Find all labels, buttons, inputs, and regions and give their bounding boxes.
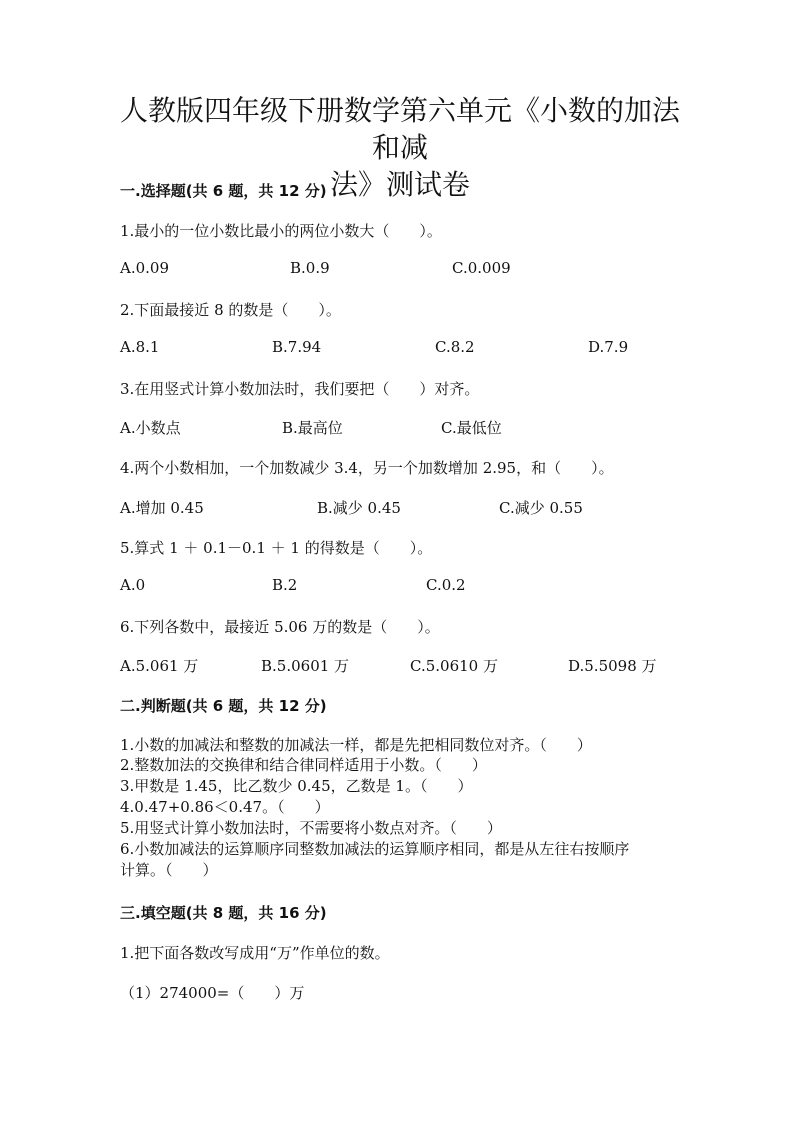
- option-b[interactable]: B.0.9: [290, 259, 330, 277]
- option-c[interactable]: C.0.009: [452, 259, 511, 277]
- judgement-item: 3.甲数是 1.45，比乙数少 0.45，乙数是 1。（ ）: [120, 777, 473, 795]
- option-a[interactable]: A.小数点: [120, 419, 181, 437]
- option-c[interactable]: C.最低位: [441, 419, 502, 437]
- title-line-2: 法》测试卷: [329, 168, 470, 201]
- option-a[interactable]: A.增加 0.45: [120, 499, 204, 517]
- answer-options: [120, 497, 700, 519]
- answer-options: [120, 655, 700, 677]
- option-a[interactable]: A.5.061 万: [120, 657, 199, 675]
- question-stem: 6.下列各数中，最接近 5.06 万的数是（ ）。: [120, 618, 440, 636]
- option-a[interactable]: A.0.09: [120, 259, 169, 277]
- question-stem: 2.下面最接近 8 的数是（ ）。: [120, 301, 341, 319]
- question-stem: 1.把下面各数改写成用“万”作单位的数。: [120, 944, 390, 962]
- question-stem: 5.算式 1 ＋ 0.1－0.1 ＋ 1 的得数是（ ）。: [120, 539, 433, 557]
- option-b[interactable]: B.5.0601 万: [261, 657, 350, 675]
- option-b[interactable]: B.最高位: [282, 419, 343, 437]
- judgement-item: 5.用竖式计算小数加法时，不需要将小数点对齐。（ ）: [120, 819, 502, 837]
- judgement-item: 6.小数加减法的运算顺序同整数加减法的运算顺序相同，都是从左往右按顺序: [120, 840, 630, 858]
- section-heading-judgement: 二.判断题(共 6 题，共 12 分): [120, 697, 327, 715]
- judgement-item: 4.0.47+0.86＜0.47。（ ）: [120, 798, 330, 816]
- question-stem: 1.最小的一位小数比最小的两位小数大（ ）。: [120, 222, 442, 240]
- option-b[interactable]: B.7.94: [272, 338, 322, 356]
- option-c[interactable]: C.0.2: [426, 576, 466, 594]
- judgement-item-continued: 计算。（ ）: [120, 861, 218, 879]
- option-c[interactable]: C.8.2: [435, 338, 475, 356]
- answer-options: [120, 576, 700, 598]
- answer-options: [120, 417, 700, 439]
- option-b[interactable]: B.减少 0.45: [317, 499, 401, 517]
- option-a[interactable]: A.8.1: [120, 338, 160, 356]
- answer-options: [120, 338, 700, 360]
- option-d[interactable]: D.7.9: [588, 338, 629, 356]
- judgement-item: 2.整数加法的交换律和结合律同样适用于小数。（ ）: [120, 756, 487, 774]
- option-c[interactable]: C.5.0610 万: [410, 657, 498, 675]
- section-heading-fill-blank: 三.填空题(共 8 题，共 16 分): [120, 904, 327, 922]
- title-line-1: 人教版四年级下册数学第六单元《小数的加法和减: [120, 94, 681, 164]
- option-c[interactable]: C.减少 0.55: [499, 499, 583, 517]
- question-stem: 3.在用竖式计算小数加法时，我们要把（ ）对齐。: [120, 380, 480, 398]
- sub-question: （1）274000=（ ）万: [120, 984, 305, 1002]
- section-heading-choice: 一.选择题(共 6 题，共 12 分): [120, 182, 327, 200]
- judgement-item: 1.小数的加减法和整数的加减法一样，都是先把相同数位对齐。（ ）: [120, 736, 592, 754]
- answer-options: [120, 259, 700, 281]
- option-b[interactable]: B.2: [272, 576, 298, 594]
- option-d[interactable]: D.5.5098 万: [568, 657, 657, 675]
- question-stem: 4.两个小数相加，一个加数减少 3.4，另一个加数增加 2.95，和（ ）。: [120, 459, 614, 477]
- option-a[interactable]: A.0: [120, 576, 146, 594]
